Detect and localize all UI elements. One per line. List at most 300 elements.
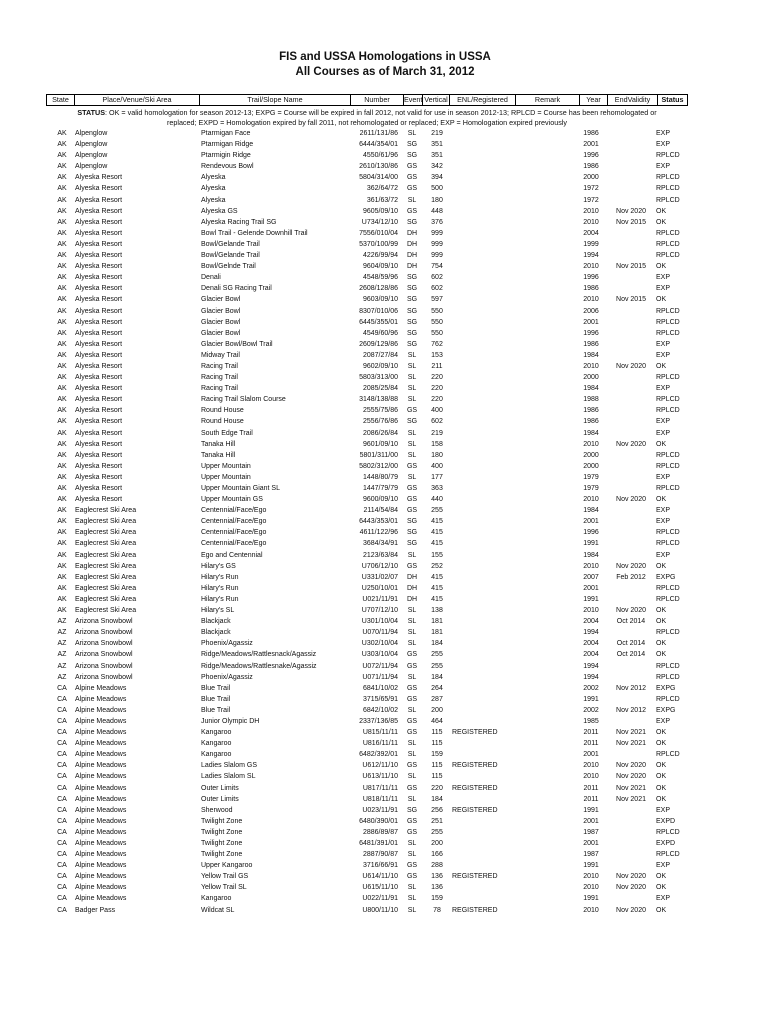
cell-number: 5803/313/00 xyxy=(359,374,398,382)
cell-vertical: 200 xyxy=(431,840,443,847)
table-row xyxy=(0,771,770,782)
cell-end-validity: Nov 2020 xyxy=(616,884,646,892)
cell-state: AK xyxy=(57,507,67,515)
cell-trail: Round House xyxy=(201,418,244,426)
cell-trail: Ptarmigan Face xyxy=(201,130,251,137)
cell-number: U331/02/07 xyxy=(361,573,398,581)
cell-number: 5370/100/99 xyxy=(359,240,398,248)
cell-year: 2010 xyxy=(583,873,599,881)
cell-year: 2011 xyxy=(583,795,599,803)
cell-year: 2007 xyxy=(583,573,599,581)
cell-year: 2002 xyxy=(583,684,599,692)
cell-place: Eaglecrest Ski Area xyxy=(75,562,137,570)
cell-vertical: 180 xyxy=(431,451,443,459)
cell-state: CA xyxy=(57,873,67,881)
cell-vertical: 255 xyxy=(431,651,443,659)
cell-number: 3684/34/91 xyxy=(362,540,398,548)
cell-year: 1986 xyxy=(583,340,599,348)
cell-vertical: 415 xyxy=(431,573,443,581)
cell-event: SL xyxy=(407,362,417,370)
cell-event: GS xyxy=(406,828,418,836)
cell-status: RPLCD xyxy=(656,662,680,670)
cell-status: RPLCD xyxy=(656,673,680,681)
cell-year: 2010 xyxy=(583,496,599,504)
cell-year: 2010 xyxy=(583,607,599,615)
cell-end-validity: Oct 2014 xyxy=(616,651,646,659)
cell-place: Alpine Meadows xyxy=(75,873,127,881)
cell-vertical: 999 xyxy=(431,229,443,237)
table-row xyxy=(0,638,770,649)
cell-state: AK xyxy=(57,374,67,382)
table-row xyxy=(0,683,770,694)
cell-number: U071/11/94 xyxy=(362,673,398,681)
cell-state: CA xyxy=(57,784,67,792)
cell-year: 1987 xyxy=(583,851,599,859)
cell-year: 1999 xyxy=(583,240,599,248)
table-row xyxy=(0,283,770,294)
cell-event: SL xyxy=(407,130,417,137)
cell-number: U023/11/91 xyxy=(362,806,398,814)
cell-trail: Sherwood xyxy=(201,806,233,814)
cell-vertical: 394 xyxy=(431,174,443,182)
table-header xyxy=(46,94,688,106)
cell-year: 2001 xyxy=(583,817,599,825)
cell-number: 362/64/72 xyxy=(366,185,398,193)
table-row xyxy=(0,838,770,849)
cell-status: OK xyxy=(656,207,667,215)
cell-number: 4611/122/96 xyxy=(359,529,398,537)
cell-status: EXP xyxy=(656,862,671,870)
cell-event: SL xyxy=(407,673,417,681)
cell-vertical: 342 xyxy=(431,163,443,171)
cell-place: Alpenglow xyxy=(75,141,108,149)
cell-state: AK xyxy=(57,307,67,315)
cell-state: CA xyxy=(57,795,67,803)
cell-place: Alyeska Resort xyxy=(75,263,123,271)
cell-number: 6481/391/01 xyxy=(359,840,398,847)
cell-event: SL xyxy=(407,640,417,648)
cell-event: SG xyxy=(406,806,418,814)
cell-event: GS xyxy=(406,651,418,659)
cell-vertical: 115 xyxy=(431,762,443,770)
cell-status: RPLCD xyxy=(656,307,680,315)
cell-trail: Upper Mountain GS xyxy=(201,496,263,504)
cell-year: 2010 xyxy=(583,906,599,914)
cell-state: CA xyxy=(57,817,67,825)
cell-year: 2000 xyxy=(583,462,599,470)
cell-vertical: 219 xyxy=(431,130,443,137)
cell-event: DH xyxy=(406,229,418,237)
cell-place: Alyeska Resort xyxy=(75,340,123,348)
cell-place: Eaglecrest Ski Area xyxy=(75,507,137,515)
cell-number: U070/11/94 xyxy=(362,629,398,637)
cell-place: Arizona Snowbowl xyxy=(75,662,133,670)
cell-vertical: 166 xyxy=(431,851,443,859)
cell-year: 1984 xyxy=(583,551,599,559)
cell-place: Alyeska Resort xyxy=(75,473,123,481)
cell-trail: Glacier Bowl xyxy=(201,329,241,337)
cell-number: U301/10/04 xyxy=(361,618,398,626)
cell-trail: Upper Mountain xyxy=(201,462,251,470)
cell-trail: Hilary's GS xyxy=(201,562,236,570)
cell-event: SL xyxy=(407,374,417,382)
table-row xyxy=(0,905,770,916)
cell-status: OK xyxy=(656,784,667,792)
cell-status: OK xyxy=(656,562,667,570)
cell-place: Eaglecrest Ski Area xyxy=(75,529,137,537)
cell-event: GS xyxy=(406,207,418,215)
col-vertical: Vertical xyxy=(423,95,450,105)
cell-number: U303/10/04 xyxy=(361,651,398,659)
cell-state: AK xyxy=(57,207,67,215)
cell-number: U021/11/91 xyxy=(362,595,398,603)
cell-event: SL xyxy=(407,607,417,615)
table-row xyxy=(0,882,770,893)
cell-end-validity: Nov 2021 xyxy=(616,795,646,803)
cell-place: Alyeska Resort xyxy=(75,196,123,204)
col-state: State xyxy=(47,95,75,105)
table-row xyxy=(0,461,770,472)
cell-year: 2011 xyxy=(583,729,599,737)
table-row xyxy=(0,705,770,716)
cell-number: 4226/99/94 xyxy=(362,252,398,260)
table-row xyxy=(0,428,770,439)
cell-status: RPLCD xyxy=(656,828,680,836)
cell-number: U706/12/10 xyxy=(361,562,398,570)
cell-status: EXP xyxy=(656,429,671,437)
cell-event: SL xyxy=(407,351,417,359)
table-row xyxy=(0,161,770,172)
cell-trail: Blackjack xyxy=(201,629,231,637)
cell-year: 2000 xyxy=(583,451,599,459)
cell-end-validity: Nov 2012 xyxy=(616,706,646,714)
cell-place: Alyeska Resort xyxy=(75,285,123,293)
cell-place: Alyeska Resort xyxy=(75,318,123,326)
table-row xyxy=(0,128,770,139)
cell-event: GS xyxy=(406,407,418,415)
cell-status: RPLCD xyxy=(656,329,680,337)
cell-place: Alpine Meadows xyxy=(75,695,127,703)
cell-state: AK xyxy=(57,340,67,348)
cell-place: Alpine Meadows xyxy=(75,717,127,725)
cell-vertical: 115 xyxy=(431,740,443,748)
table-row xyxy=(0,849,770,860)
cell-status: EXPG xyxy=(656,573,676,581)
col-endvalidity: EndValidity xyxy=(608,95,658,105)
cell-number: 9604/09/10 xyxy=(362,263,398,271)
cell-year: 1996 xyxy=(583,152,599,160)
table-row xyxy=(0,594,770,605)
cell-number: U707/12/10 xyxy=(361,607,398,615)
cell-trail: Yellow Trail SL xyxy=(201,884,247,892)
cell-place: Alpine Meadows xyxy=(75,862,127,870)
cell-number: 6482/392/01 xyxy=(359,751,398,759)
table-row xyxy=(0,350,770,361)
table-row xyxy=(0,228,770,239)
table-row xyxy=(0,794,770,805)
table-row xyxy=(0,649,770,660)
cell-number: 2608/128/86 xyxy=(359,285,398,293)
table-row xyxy=(0,416,770,427)
cell-vertical: 180 xyxy=(431,196,443,204)
cell-state: AK xyxy=(57,573,67,581)
cell-year: 1991 xyxy=(583,862,599,870)
cell-vertical: 415 xyxy=(431,584,443,592)
cell-trail: Racing Trail xyxy=(201,362,238,370)
cell-place: Alpine Meadows xyxy=(75,706,127,714)
cell-trail: South Edge Trail xyxy=(201,429,253,437)
cell-event: SL xyxy=(407,795,417,803)
cell-number: 6443/353/01 xyxy=(359,518,398,526)
col-status: Status xyxy=(661,95,684,104)
cell-vertical: 363 xyxy=(431,485,443,492)
cell-place: Alpine Meadows xyxy=(75,795,127,803)
cell-trail: Tanaka Hill xyxy=(201,440,236,448)
cell-event: SL xyxy=(407,773,417,781)
cell-event: GS xyxy=(406,862,418,870)
table-row xyxy=(0,494,770,505)
cell-status: RPLCD xyxy=(656,185,680,193)
table-row xyxy=(0,694,770,705)
status-legend-text: : OK = valid homologation for season 2012-13; EXPG = Course will be expired in fall 2012, not valid for use in season 2012-13; RPLCD = Course has been rehomologated or replaced; EXPD = Homologation expired by fall 2011, not rehomologated or replaced; EXP = Homologation expired previously xyxy=(105,108,657,127)
cell-year: 1986 xyxy=(583,163,599,171)
cell-vertical: 287 xyxy=(431,695,443,703)
cell-status: OK xyxy=(656,740,667,748)
cell-trail: Ego and Centennial xyxy=(201,551,263,559)
col-number: Number xyxy=(351,95,404,105)
cell-place: Alpine Meadows xyxy=(75,884,127,892)
cell-state: AK xyxy=(57,318,67,326)
cell-event: SL xyxy=(407,884,417,892)
cell-trail: Junior Olympic DH xyxy=(201,717,260,725)
cell-state: AK xyxy=(57,451,67,459)
cell-place: Alyeska Resort xyxy=(75,174,123,182)
cell-year: 1984 xyxy=(583,507,599,515)
cell-status: EXP xyxy=(656,351,671,359)
cell-place: Alyeska Resort xyxy=(75,362,123,370)
cell-place: Alyeska Resort xyxy=(75,252,123,260)
cell-end-validity: Oct 2014 xyxy=(616,640,646,648)
table-row xyxy=(0,439,770,450)
cell-event: GS xyxy=(406,485,418,492)
cell-event: SL xyxy=(407,740,417,748)
cell-vertical: 464 xyxy=(431,717,443,725)
cell-event: GS xyxy=(406,717,418,725)
cell-vertical: 351 xyxy=(431,152,443,160)
cell-year: 2004 xyxy=(583,640,599,648)
cell-status: EXP xyxy=(656,340,671,348)
cell-vertical: 251 xyxy=(431,817,443,825)
cell-trail: Bowl/Gelnde Trail xyxy=(201,263,256,271)
cell-number: U302/10/04 xyxy=(361,640,398,648)
cell-vertical: 136 xyxy=(431,884,443,892)
cell-trail: Glacier Bowl xyxy=(201,318,241,326)
cell-vertical: 255 xyxy=(431,828,443,836)
cell-state: AK xyxy=(57,252,67,260)
cell-year: 2001 xyxy=(583,751,599,759)
cell-number: 9602/09/10 xyxy=(362,362,398,370)
cell-status: RPLCD xyxy=(656,595,680,603)
cell-number: 1448/80/79 xyxy=(362,473,398,481)
cell-trail: Centennial/Face/Ego xyxy=(201,518,267,526)
cell-status: OK xyxy=(656,651,667,659)
table-row xyxy=(0,450,770,461)
cell-trail: Blue Trail xyxy=(201,684,231,692)
cell-number: 4550/61/96 xyxy=(362,152,398,160)
table-row xyxy=(0,394,770,405)
cell-trail: Bowl Trail - Gelende Downhill Trail xyxy=(201,229,308,237)
cell-end-validity: Nov 2020 xyxy=(616,773,646,781)
cell-state: AK xyxy=(57,240,67,248)
cell-event: DH xyxy=(406,252,418,260)
cell-year: 2006 xyxy=(583,307,599,315)
cell-event: SG xyxy=(406,285,418,293)
cell-status: OK xyxy=(656,884,667,892)
cell-vertical: 597 xyxy=(431,296,443,304)
cell-year: 1994 xyxy=(583,252,599,260)
table-row xyxy=(0,805,770,816)
cell-state: CA xyxy=(57,895,67,903)
cell-event: SG xyxy=(406,274,418,282)
cell-status: RPLCD xyxy=(656,240,680,248)
cell-trail: Hilary's Run xyxy=(201,595,239,603)
cell-event: GS xyxy=(406,163,418,171)
cell-event: GS xyxy=(406,784,418,792)
cell-state: AK xyxy=(57,163,67,171)
cell-year: 2000 xyxy=(583,374,599,382)
cell-place: Alyeska Resort xyxy=(75,274,123,282)
cell-vertical: 211 xyxy=(431,362,443,370)
cell-trail: Kangaroo xyxy=(201,740,232,748)
cell-event: SL xyxy=(407,851,417,859)
cell-state: CA xyxy=(57,684,67,692)
cell-event: SL xyxy=(407,629,417,637)
cell-vertical: 550 xyxy=(431,318,443,326)
cell-place: Arizona Snowbowl xyxy=(75,640,133,648)
cell-trail: Ptarmigan Ridge xyxy=(201,141,254,149)
cell-trail: Twilight Zone xyxy=(201,851,243,859)
table-row xyxy=(0,727,770,738)
cell-vertical: 220 xyxy=(431,374,443,382)
cell-status: RPLCD xyxy=(656,152,680,160)
course-table xyxy=(0,128,770,916)
cell-state: AK xyxy=(57,362,67,370)
cell-vertical: 550 xyxy=(431,329,443,337)
table-row xyxy=(0,483,770,494)
cell-event: SG xyxy=(406,529,418,537)
cell-registered: REGISTERED xyxy=(452,762,498,770)
cell-state: AK xyxy=(57,218,67,226)
cell-trail: Alyeska xyxy=(201,174,226,182)
col-place: Place/Venue/Ski Area xyxy=(75,95,200,105)
cell-status: OK xyxy=(656,729,667,737)
cell-end-validity: Nov 2012 xyxy=(616,684,646,692)
cell-state: AK xyxy=(57,595,67,603)
cell-state: AZ xyxy=(57,662,67,670)
cell-event: SG xyxy=(406,329,418,337)
cell-vertical: 288 xyxy=(431,862,443,870)
cell-event: GS xyxy=(406,684,418,692)
cell-number: 7556/010/04 xyxy=(359,229,398,237)
cell-year: 1987 xyxy=(583,828,599,836)
cell-status: EXP xyxy=(656,130,671,137)
cell-event: SL xyxy=(407,451,417,459)
table-row xyxy=(0,172,770,183)
cell-number: 2555/75/86 xyxy=(362,407,398,415)
table-row xyxy=(0,339,770,350)
cell-event: GS xyxy=(406,817,418,825)
cell-state: AK xyxy=(57,407,67,415)
cell-event: DH xyxy=(406,595,418,603)
cell-trail: Hilary's Run xyxy=(201,573,239,581)
cell-place: Alyeska Resort xyxy=(75,307,123,315)
cell-status: OK xyxy=(656,773,667,781)
cell-number: U072/11/94 xyxy=(362,662,398,670)
cell-event: DH xyxy=(406,240,418,248)
table-row xyxy=(0,738,770,749)
cell-year: 1986 xyxy=(583,418,599,426)
cell-place: Eaglecrest Ski Area xyxy=(75,518,137,526)
cell-state: CA xyxy=(57,906,67,914)
cell-event: SG xyxy=(406,296,418,304)
cell-place: Alyeska Resort xyxy=(75,462,123,470)
cell-state: AZ xyxy=(57,651,67,659)
cell-place: Alyeska Resort xyxy=(75,374,123,382)
cell-status: OK xyxy=(656,762,667,770)
cell-event: SL xyxy=(407,840,417,847)
cell-end-validity: Nov 2021 xyxy=(616,740,646,748)
cell-status: RPLCD xyxy=(656,529,680,537)
cell-trail: Phoenix/Agassiz xyxy=(201,673,253,681)
cell-year: 2010 xyxy=(583,773,599,781)
cell-state: AK xyxy=(57,540,67,548)
cell-place: Alyeska Resort xyxy=(75,418,123,426)
cell-year: 1991 xyxy=(583,540,599,548)
cell-vertical: 351 xyxy=(431,141,443,149)
cell-state: AZ xyxy=(57,640,67,648)
cell-state: AK xyxy=(57,584,67,592)
cell-status: EXP xyxy=(656,507,671,515)
cell-place: Alyeska Resort xyxy=(75,385,123,393)
cell-number: 6841/10/02 xyxy=(362,684,398,692)
cell-number: 2337/136/85 xyxy=(359,717,398,725)
cell-state: CA xyxy=(57,706,67,714)
cell-year: 2001 xyxy=(583,584,599,592)
cell-registered: REGISTERED xyxy=(452,729,498,737)
cell-event: DH xyxy=(406,263,418,271)
cell-event: SG xyxy=(406,152,418,160)
cell-year: 2001 xyxy=(583,141,599,149)
cell-event: SL xyxy=(407,196,417,204)
cell-event: GS xyxy=(406,462,418,470)
cell-state: AK xyxy=(57,551,67,559)
cell-event: SL xyxy=(407,385,417,393)
cell-state: AK xyxy=(57,462,67,470)
cell-vertical: 153 xyxy=(431,351,443,359)
status-legend-label: STATUS xyxy=(77,108,106,117)
cell-vertical: 264 xyxy=(431,684,443,692)
cell-vertical: 220 xyxy=(431,784,443,792)
table-row xyxy=(0,538,770,549)
cell-status: EXP xyxy=(656,385,671,393)
cell-year: 1996 xyxy=(583,274,599,282)
cell-year: 1984 xyxy=(583,429,599,437)
cell-trail: Centennial/Face/Ego xyxy=(201,529,267,537)
cell-status: EXP xyxy=(656,163,671,171)
cell-state: AZ xyxy=(57,673,67,681)
table-row xyxy=(0,405,770,416)
cell-vertical: 219 xyxy=(431,429,443,437)
